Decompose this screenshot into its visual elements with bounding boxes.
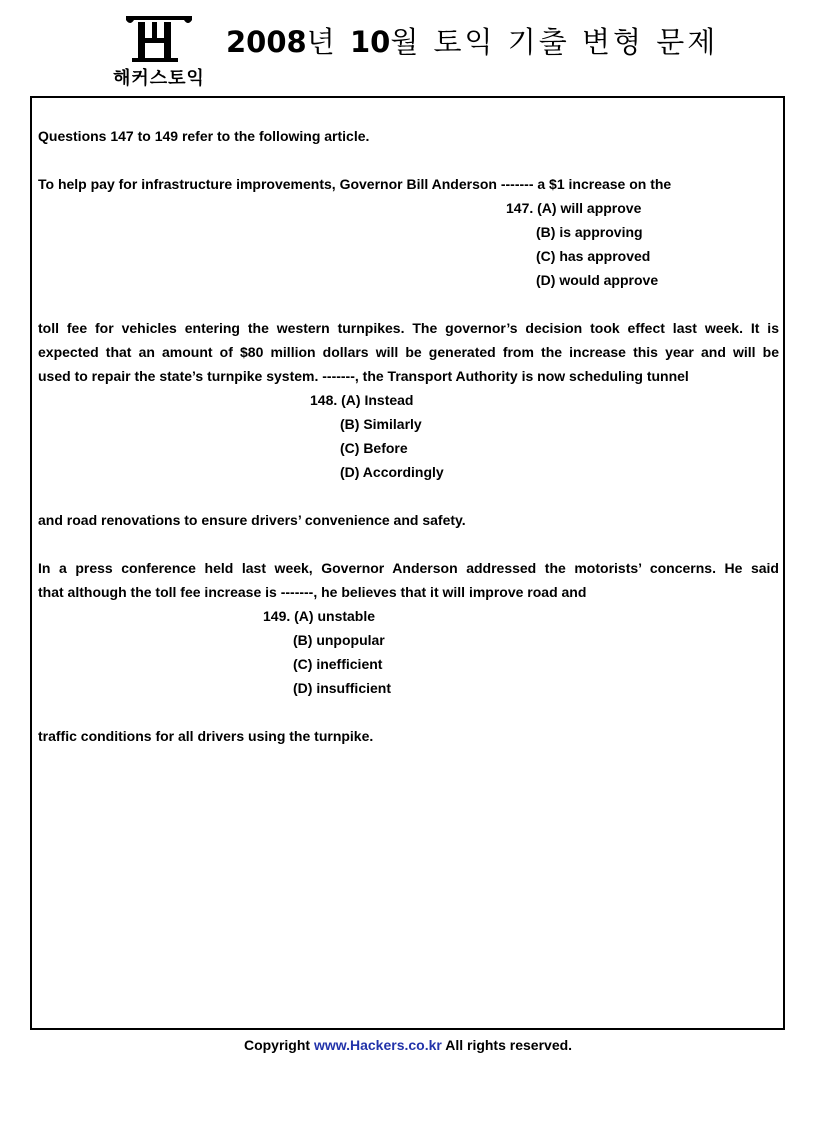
copyright-footer — [0, 1037, 816, 1053]
option-b: (B) unpopular — [293, 632, 385, 648]
option-a: (A) unstable — [294, 608, 376, 624]
question-number: 147. — [506, 200, 534, 216]
question-147 — [506, 200, 641, 216]
option-d: (D) would approve — [536, 272, 659, 288]
title-rest: 월 토익 기출 변형 문제 — [390, 25, 719, 59]
page-title — [226, 20, 718, 61]
option-a: (A) will approve — [537, 200, 642, 216]
option-c: (C) Before — [340, 440, 408, 456]
copyright-suffix: All rights reserved. — [441, 1037, 573, 1053]
title-month: 10 — [349, 25, 391, 59]
option-d: (D) Accordingly — [340, 464, 444, 480]
paragraph-4-line-1: In a press conference held last week, Governor Anderson addressed the motorists’ concerns. He said — [38, 560, 779, 576]
title-year-suffix: 년 — [306, 25, 350, 59]
copyright-prefix: Copyright — [243, 1037, 314, 1053]
option-d: (D) insufficient — [293, 680, 391, 696]
paragraph-5-line-1: traffic conditions for all drivers using the turnpike. — [38, 728, 374, 744]
title-year: 2008 — [226, 25, 307, 59]
hackers-link[interactable]: www.Hackers.co.kr — [313, 1037, 442, 1053]
question-148 — [310, 392, 413, 408]
option-b: (B) Similarly — [340, 416, 422, 432]
option-a: (A) Instead — [341, 392, 414, 408]
option-b: (B) is approving — [536, 224, 643, 240]
intro-text: Questions 147 to 149 refer to the following article. — [38, 128, 370, 144]
question-number: 148. — [310, 392, 338, 408]
paragraph-4-line-2: that although the toll fee increase is -------, he believes that it will improve road and — [38, 584, 587, 600]
paragraph-2-line-3: used to repair the state’s turnpike system. -------, the Transport Authority is now scheduling tunnel — [38, 368, 689, 384]
paragraph-3-line-1: and road renovations to ensure drivers’ convenience and safety. — [38, 512, 466, 528]
option-c: (C) inefficient — [293, 656, 383, 672]
paragraph-2-line-1: toll fee for vehicles entering the western turnpikes. The governor’s decision took effect last week. It is — [38, 320, 779, 336]
paragraph-1-line-1: To help pay for infrastructure improvements, Governor Bill Anderson ------- a $1 increase on the — [38, 176, 672, 192]
option-c: (C) has approved — [536, 248, 651, 264]
question-number: 149. — [263, 608, 291, 624]
question-149 — [263, 608, 375, 624]
paragraph-2-line-2: expected that an amount of $80 million dollars will be generated from the increase this year and will be — [38, 344, 779, 360]
logo-text: 해커스토익 — [113, 68, 205, 89]
